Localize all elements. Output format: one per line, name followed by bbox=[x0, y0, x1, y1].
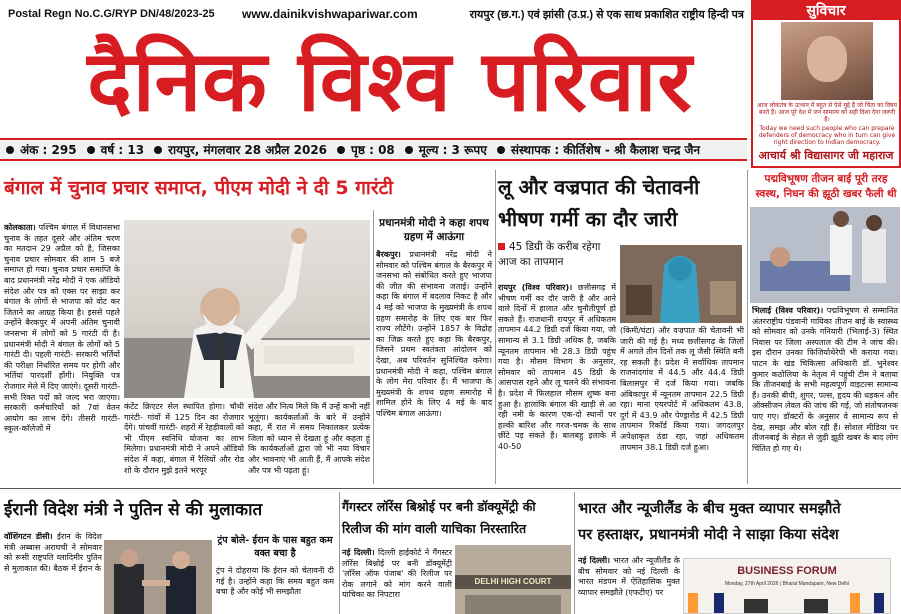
page-count: पृष्ठ : 08 bbox=[337, 141, 395, 158]
suvichar-box bbox=[751, 0, 901, 168]
tejan-photo-art bbox=[750, 207, 900, 303]
heat-col2: (किमी/घंटा) और वज्रपात की चेतावनी भी जारी की गई है। मध्य छत्तीसगढ़ के जिलों में अगले तीन दिनों तक लू जैसी स्थिति बनी रह सकती है। प्रदेश में सर्वाधिक तापमान राजनांदगांव में 44.5 और 44.4 डिग्री बिलासपुर में दर्ज किया गया। जबकि अंबिकापुर में न्यूनतम तापमान 22.5 डिग्री रहा। माना एयरपोर्ट में अधिकतम 43.8, दुर्ग में 43.9 और पेण्ड्रारोड में 42.5 डिग्री तापमान रिकॉर्ड किया गया। जगदलपुर अपेक्षाकृत ठंडा रहा, जहां अधिकतम तापमान 38.1 डिग्री दर्ज हुआ। bbox=[620, 326, 744, 452]
website-link[interactable]: www.dainikvishwapariwar.com bbox=[242, 7, 418, 21]
issue-number: अंक : 295 bbox=[6, 141, 77, 158]
bengal-under-photo-b: संदेश और नित्य मिले कि मैं उन्हें कभी नहीं भूलूंगा। कार्यकर्ताओं के बारे में उन्होंने कहा, मैं रात में समय निकालकर प्रत्येक जिला को ध्यान से देखता हूं और कहता हूं कि कार्यकर्ताओं द्वारा जो भी नया विचार और भावनाएं भी आती हैं, मैं आपके संदेश और पत्र भी पढ़ता हूं। bbox=[248, 402, 370, 475]
masthead-title: दैनिक विश्व परिवार bbox=[87, 32, 693, 130]
lawrence-headline-line2[interactable]: रिलीज की मांग वाली याचिका निरस्तारित bbox=[342, 521, 527, 536]
top-line bbox=[8, 6, 744, 22]
court-sign-label: DELHI HIGH COURT bbox=[474, 577, 552, 586]
column-rule bbox=[747, 170, 748, 484]
bullet-icon bbox=[154, 146, 162, 154]
delhi-dateline: नई दिल्ली। bbox=[342, 548, 375, 557]
iran-headline[interactable]: ईरानी विदेश मंत्री ने पुतिन से की मुलाकात bbox=[4, 500, 263, 520]
quote-english: Today we need such people who can prepare defenders of democracy who in turn can give right direction to Indian democracy. bbox=[758, 125, 896, 146]
publication-note: रायपुर (छ.ग.) एवं झांसी (उ.प्र.) से एक साथ प्रकाशित राष्ट्रीय हिन्दी पत्र bbox=[469, 9, 744, 21]
bullet-icon bbox=[405, 146, 413, 154]
price: मूल्य : 3 रूपए bbox=[405, 141, 487, 158]
heat-subhead: 45 डिग्री के करीब रहेगा आज का तापमान bbox=[498, 241, 601, 268]
portrait-icon bbox=[807, 36, 847, 82]
bullet-icon bbox=[337, 146, 345, 154]
nz-headline-line2[interactable]: पर हस्ताक्षर, प्रधानमंत्री मोदी ने साझा किया संदेश bbox=[578, 527, 839, 543]
info-bar bbox=[0, 138, 747, 161]
bullet-icon bbox=[87, 146, 95, 154]
year-number: वर्ष : 13 bbox=[87, 141, 144, 158]
business-forum-photo bbox=[683, 558, 891, 614]
column-rule bbox=[339, 492, 340, 614]
issue-date: रायपुर, मंगलवार 28 अप्रैल 2026 bbox=[154, 141, 327, 158]
business-forum-title: BUSINESS FORUM bbox=[737, 565, 837, 577]
bengal-col1: कोलकाता। पश्चिम बंगाल में विधानसभा चुनाव के तहत दूसरे और अंतिम चरण का मतदान 29 अप्रैल को है, जिसका चुनाव प्रचार सोमवार की शाम 5 बजे समाप्त हो गया। चुनाव प्रचार समाप्ति के बाद प्रधानमंत्री नरेंद्र मोदी ने एक ऑडियो संदेश और पत्र को एक्स पर साझा कर बंगाल के लोगों से भाजपा को वोट कर जिताने का आग्रह किया है। इससे पहले उन्होंने बैरकपुर में अपनी अंतिम चुनावी जनसभा में लोगों को 5 गारंटी दी है। प्रधानमंत्री मोदी ने बंगाल के लोगों को 5 गारंटी दी। पहली गारंटी- सरकारी भर्तियों की परीक्षा निर्धारित समय पर होगी और भर्तियां पारदर्शी होंगी। नियुक्ति पत्र रोजगार मेले में दिए जाएंगे। दूसरी गारंटी- सभी रिक्त पदों को जल्द भरा जाएगा। सरकारी कर्मचारियों को 7वां वेतन आयोग का लाभ देंगे। तीसरी गारंटी- स्कूल-कॉलेजों में bbox=[4, 223, 120, 434]
iran-photo bbox=[104, 540, 212, 614]
bengal-under-photo-a: कंटेंट क्रिएटर सेल स्थापित होगा। चौथी गारंटी- गांवों में 125 दिन का रोजगार देंगे। पांचवीं गारंटी- शहरों में रेहड़ीवालों को भी पीएम स्वनिधि योजना का लाभ मिलेगा। प्रधानमंत्री मोदी ने अपने ऑडियो संदेश में कहा, बंगाल में रैलियों और रोड शो के दौरान मुझे इतने भरपूर bbox=[124, 402, 244, 475]
modi-photo-art bbox=[124, 220, 370, 398]
bullet-icon bbox=[6, 146, 14, 154]
tejan-headline[interactable]: पद्मविभूषण तीजन बाई पूरी तरह स्वस्थ, निधन की झूठी खबर फैली थी bbox=[755, 173, 897, 200]
modi-photo bbox=[124, 220, 370, 398]
nz-dateline: नई दिल्ली। bbox=[578, 556, 611, 565]
trump-text: ट्रंप ने दोहराया कि ईरान को चेतावनी दी गई है। उन्होंने कहा कि समय बहुत कम बचा है और कोई भी समझौता bbox=[216, 566, 334, 597]
court-photo bbox=[455, 545, 571, 614]
bullet-icon bbox=[497, 146, 505, 154]
bhilai-dateline: भिलाई (विश्व परिवार)। bbox=[752, 306, 824, 315]
bengal-side-headline[interactable]: प्रधानमंत्री मोदी ने कहा शपथ ग्रहण में आऊंगा bbox=[379, 217, 489, 243]
heatwave-photo bbox=[620, 245, 742, 323]
heatwave-photo-art bbox=[620, 245, 742, 323]
suvichar-title: सुविचार bbox=[753, 2, 899, 20]
acharya-photo bbox=[781, 22, 873, 100]
barrackpore-dateline: बैरकपुर। bbox=[376, 250, 401, 259]
iran-text: वॉशिंगटन डीसी। ईरान के विदेश मंत्री अब्बास अराघची ने सोमवार को रूसी राष्ट्रपति व्लादिमीर पुतिन से मुलाकात की। बैठक में ईरान के bbox=[4, 532, 102, 573]
quote-hindi: आज लोकतंत्र के उत्थान में बहुत से ऐसे मुद्दे हैं जो चिंता का विषय बनते हैं। आज पूरे देश में जन सामान्य को सही दिशा देना जरूरी है। bbox=[757, 102, 898, 123]
founder: संस्थापक : कीर्तिशेष - श्री कैलाश चन्द्र जैन bbox=[497, 141, 700, 158]
column-rule bbox=[574, 492, 575, 614]
bengal-side-text: बैरकपुर। प्रधानमंत्री नरेंद्र मोदी ने सोमवार को पश्चिम बंगाल के बैरकपुर में जनसभा को संबोधित करते हुए भाजपा की जीत की संभावना जताई। उन्होंने कहा कि बंगाल में बदलाव निकट है और 4 मई को भाजपा के मुख्यमंत्री के शपथ ग्रहण समारोह के लिए एक बार फिर राज्य लौटेंगे। उन्होंने 1857 के विद्रोह का जिक्र करते हुए कहा कि बैरकपुर, जिसने प्रथम स्वतंत्रता आंदोलन को देखा, अब परिवर्तन सुनिश्चित करेगा। प्रधानमंत्री मोदी ने कहा, पश्चिम बंगाल के लोग मेरा परिवार हैं। मैं भाजपा के मुख्यमंत्री के शपथ ग्रहण समारोह में शामिल होने के लिए 4 मई के बाद पश्चिम बंगाल आऊंगा। bbox=[376, 250, 492, 418]
iran-photo-art bbox=[104, 540, 212, 614]
section-rule bbox=[0, 488, 901, 489]
heat-headline-line1[interactable]: लू और वज्रपात की चेतावनी bbox=[498, 175, 700, 199]
tejan-text: भिलाई (विश्व परिवार)। पद्मविभूषण से सम्मानित अंतरराष्ट्रीय पंडवानी गायिका तीजन बाई के स्वास्थ्य को सोमवार को उनके गनियारी (भिलाई-3) स्थित निवास पर जिला अस्पताल की टीम ने जांच की। इस दौरान उनका फिजियोथेरेपी भी कराया गया। पाटन के खंड चिकित्सा अधिकारी डॉ. भुनेश्वर कुमार कठोलिया के नेतृत्व में पहुंची टीम ने बताया कि तीजनबाई के सभी महत्वपूर्ण वाइटल्स सामान्य हैं। उनकी बीपी, शुगर, पल्स, हृदय की धड़कन और ऑक्सीजन लेवल की जांच की गई, जो संतोषजनक पाए गए। डॉक्टरों के अनुसार वे सामान्य रूप से देख, समझ और बोल रही हैं। सोशल मीडिया पर तीजनबाई के सेहत से जुड़ी झूठी खबर के बाद लोग चिंतित हो गए थे। bbox=[752, 306, 898, 453]
washington-dateline: वॉशिंगटन डीसी। bbox=[4, 532, 53, 541]
acharya-name: आचार्य श्री विद्यासागर जी महाराज bbox=[758, 149, 894, 162]
square-bullet-icon bbox=[498, 243, 505, 250]
nz-text: नई दिल्ली। भारत और न्यूजीलैंड के बीच सोमवार को नई दिल्ली के भारत मंडपम में ऐतिहासिक मुक्त व्यापार समझौते (एफटीए) पर bbox=[578, 556, 680, 597]
trump-headline[interactable]: ट्रंप बोले- ईरान के पास बहुत कम वक्त बचा है bbox=[217, 535, 333, 559]
flags-art bbox=[684, 591, 890, 614]
postal-regn: Postal Regn No.C.G/RYP DN/48/2023-25 bbox=[8, 8, 215, 20]
heat-col1: रायपुर (विश्व परिवार)। छत्तीसगढ़ में भीषण गर्मी का दौर जारी है और आने वाले दिनों में हालात और चुनौतीपूर्ण हो सकते हैं। राजधानी रायपुर में अधिकतम तापमान 44.2 डिग्री दर्ज किया गया, जो सामान्य से 3.1 डिग्री अधिक है, जबकि न्यूनतम तापमान भी 28.3 डिग्री पहुंच गया है। मौसम विभाग के अनुसार, सोमवार को तापमान 45 डिग्री के आसपास रहने और लू चलने की संभावना है। प्रदेश में फिलहाल मौसम शुष्क बना हुआ है। हालांकि बंगाल की खाड़ी से आ रही नमी के कारण एक-दो स्थानों पर हल्की बारिश और गरज-चमक के साथ छींटे पड़ सकते हैं। बालबहु इलाके में 40-50 bbox=[498, 283, 616, 451]
raipur-dateline: रायपुर (विश्व परिवार)। bbox=[498, 283, 573, 292]
nz-headline-line1[interactable]: भारत और न्यूजीलैंड के बीच मुक्त व्यापार समझौते bbox=[578, 501, 841, 517]
bengal-dateline: कोलकाता। bbox=[4, 223, 36, 232]
bengal-headline[interactable]: बंगाल में चुनाव प्रचार समाप्त, पीएम मोदी ने दी 5 गारंटी bbox=[4, 177, 394, 199]
heat-headline-line2[interactable]: भीषण गर्मी का दौर जारी bbox=[498, 207, 678, 231]
lawrence-text: नई दिल्ली। दिल्ली हाईकोर्ट ने गैंगस्टर लॉरेंस बिश्नोई पर बनी डॉक्यूमेंट्री 'लॉरेंस ऑफ पंजाब' की रिलीज पर रोक लगाने को मांग करने वाली याचिका का निपटारा bbox=[342, 548, 452, 600]
column-rule bbox=[495, 170, 496, 484]
tejan-photo bbox=[750, 207, 900, 303]
column-rule bbox=[373, 210, 374, 484]
lawrence-headline-line1[interactable]: गैंगस्टर लॉरेंस बिश्नोई पर बनी डॉक्यूमेंट्री की bbox=[342, 499, 536, 514]
business-forum-subtitle: Monday, 27th April 2026 | Bharat Mandapam, New Delhi bbox=[724, 581, 850, 587]
